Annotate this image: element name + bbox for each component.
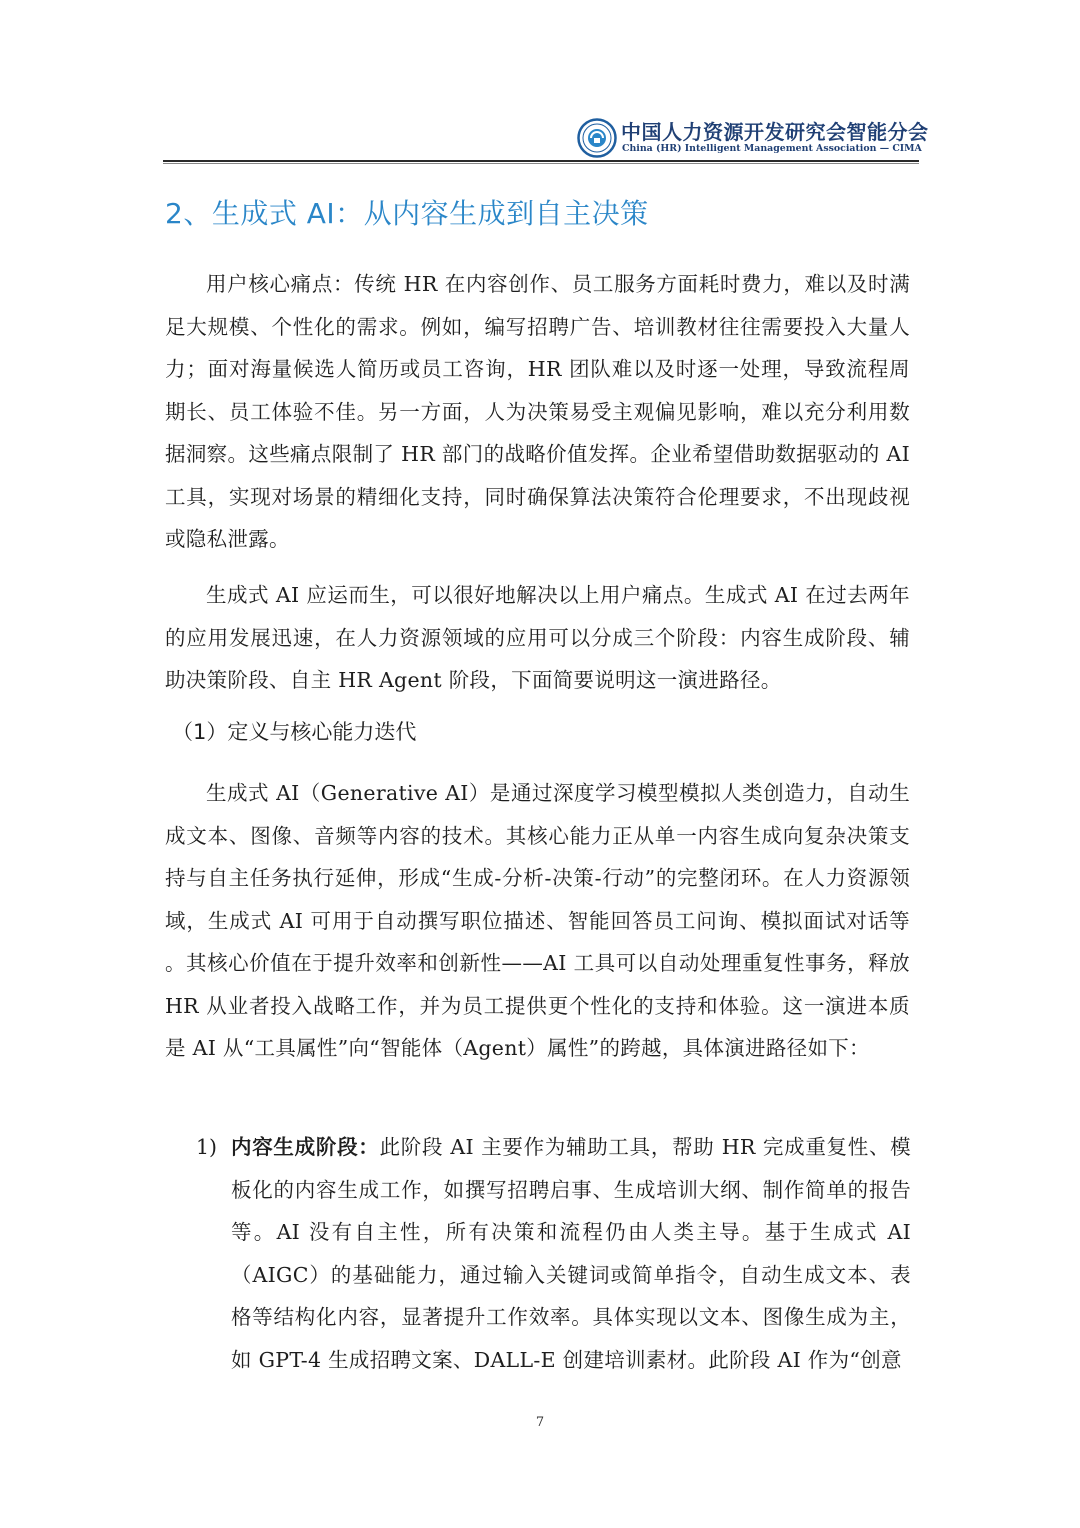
header-divider <box>163 160 919 162</box>
org-name-en: China (HR) Intelligent Management Association — CIMA <box>622 143 922 154</box>
header-divider-thin <box>163 163 919 164</box>
page-number: 7 <box>535 1415 545 1430</box>
section-title: 2、生成式 AI：从内容生成到自主决策 <box>165 197 649 230</box>
paragraph-genai-intro: 生成式 AI 应运而生，可以很好地解决以上用户痛点。生成式 AI 在过去两年的应用发展迅速，在人力资源领域的应用可以分成三个阶段：内容生成阶段、辅助决策阶段、自主 HR Agent 阶段，下面简要说明这一演进路径。 <box>165 583 910 692</box>
page-header <box>0 0 1080 165</box>
paragraph-definition: 生成式 AI（Generative AI）是通过深度学习模型模拟人类创造力，自动生成文本、图像、音频等内容的技术。其核心能力正从单一内容生成向复杂决策支持与自主任务执行延伸，形成“生成-分析-决策-行动”的完整闭环。在人力资源领域，生成式 AI 可用于自动撰写职位描述、智能回答员工问询、模拟面试对话等 。其核心价值在于提升效率和创新性——AI 工具可以自动处理重复性事务，释放 HR 从业者投入战略工作，并为员工提供更个性化的支持和体验。这一演进本质是 AI 从“工具属性”向“智能体（Agent）属性”的跨越，具体演进路径如下： <box>165 781 910 1060</box>
paragraph-user-pain-points: 用户核心痛点：传统 HR 在内容创作、员工服务方面耗时费力，难以及时满足大规模、个性化的需求。例如，编写招聘广告、培训教材往往需要投入大量人力；面对海量候选人简历或员工咨询，HR 团队难以及时逐一处理，导致流程周期长、员工体验不佳。另一方面，人为决策易受主观偏见影响，难以充分利用数据洞察。这些痛点限制了 HR 部门的战略价值发挥。企业希望借助数据驱动的 AI 工具，实现对场景的精细化支持，同时确保算法决策符合伦理要求，不出现歧视或隐私泄露。 <box>165 272 910 551</box>
subheading-definition: （1）定义与核心能力迭代 <box>172 720 417 744</box>
list-item-marker: 1) <box>196 1135 218 1159</box>
org-name-cn: 中国人力资源开发研究会智能分会 <box>621 120 929 144</box>
cima-seal-logo-icon <box>577 118 617 158</box>
list-item-body: 此阶段 AI 主要作为辅助工具，帮助 HR 完成重复性、模板化的内容生成工作，如撰写招聘启事、生成培训大纲、制作简单的报告等。AI 没有自主性，所有决策和流程仍由人类主导。基于生成式 AI（AIGC）的基础能力，通过输入关键词或简单指令，自动生成文本、表格等结构化内容，显著提升工作效率。具体实现以文本、图像生成为主，如 GPT-4 生成招聘文案、DALL-E 创建培训素材。此阶段 AI 作为“创意 <box>231 1135 911 1372</box>
list-item <box>231 1126 911 1381</box>
list-item-lead: 内容生成阶段： <box>231 1135 380 1159</box>
